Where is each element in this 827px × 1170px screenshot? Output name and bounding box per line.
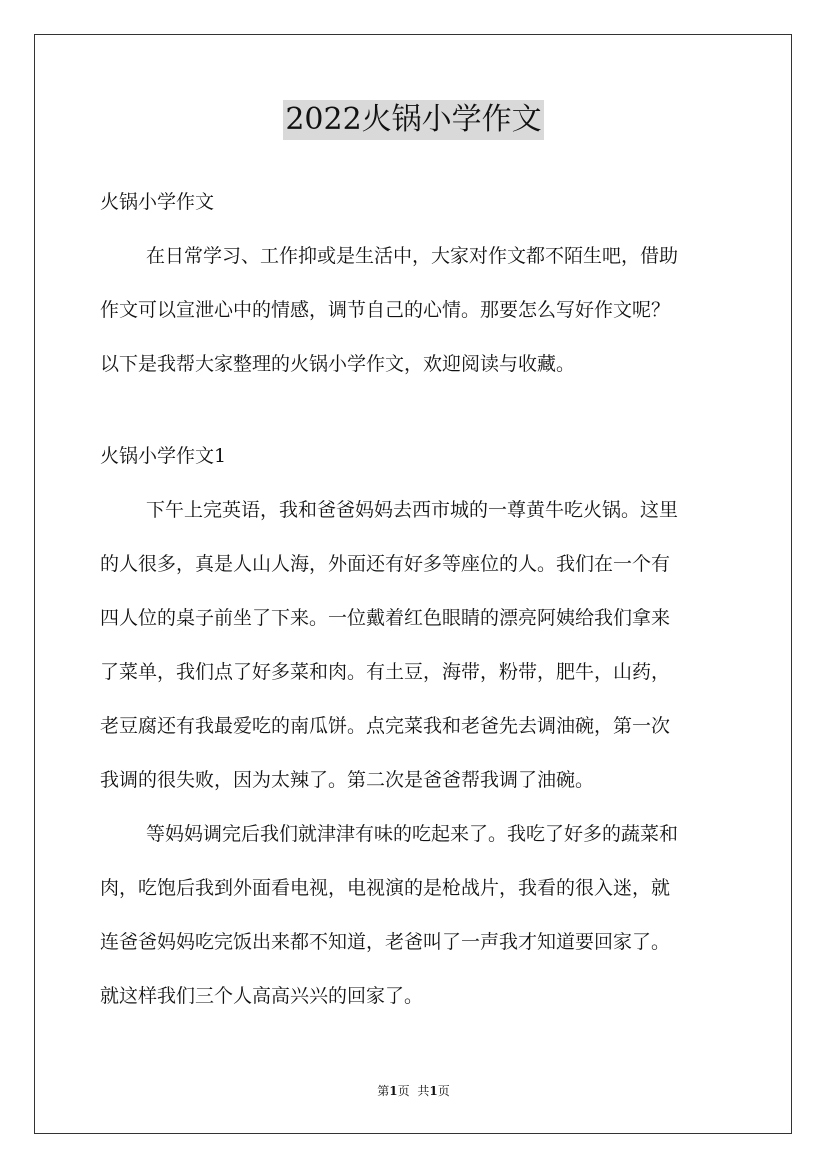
para1-line-2: 的人很多，真是人山人海，外面还有好多等座位的人。我们在一个有 [100,553,671,575]
section-heading-intro: 火锅小学作文 [100,191,215,213]
title-container [0,100,827,140]
footer-total-suffix: 页 [437,1084,450,1098]
para2-line-2: 肉，吃饱后我到外面看电视，电视演的是枪战片，我看的很入迷，就 [100,877,671,899]
footer-total-prefix: 共 [417,1084,430,1098]
para2-line-1: 等妈妈调完后我们就津津有味的吃起来了。我吃了好多的蔬菜和 [146,823,679,845]
footer-page-suffix: 页 [397,1084,410,1098]
intro-line-3: 以下是我帮大家整理的火锅小学作文，欢迎阅读与收藏。 [100,353,576,375]
para2-line-4: 就这样我们三个人高高兴兴的回家了。 [100,985,424,1007]
section-heading-1: 火锅小学作文1 [100,445,227,467]
section-gap [100,391,727,429]
footer-total-number: 1 [429,1084,438,1098]
document-body [100,175,727,1023]
para1-line-4: 了菜单，我们点了好多菜和肉。有土豆，海带，粉带，肥牛，山药， [100,661,671,683]
intro-line-2: 作文可以宣泄心中的情感，调节自己的心情。那要怎么写好作文呢？ [100,299,671,321]
document-title: 2022火锅小学作文 [283,100,543,140]
para1-line-1: 下午上完英语，我和爸爸妈妈去西市城的一尊黄牛吃火锅。这里 [146,499,679,521]
footer-page-prefix: 第 [377,1084,390,1098]
para1-line-5: 老豆腐还有我最爱吃的南瓜饼。点完菜我和老爸先去调油碗，第一次 [100,715,671,737]
para1-line-6: 我调的很失败，因为太辣了。第二次是爸爸帮我调了油碗。 [100,769,595,791]
para1-line-3: 四人位的桌子前坐了下来。一位戴着红色眼睛的漂亮阿姨给我们拿来 [100,607,671,629]
intro-line-1: 在日常学习、工作抑或是生活中，大家对作文都不陌生吧，借助 [146,245,679,267]
page-footer [0,1083,827,1099]
footer-page-number: 1 [389,1084,398,1098]
para2-line-3: 连爸爸妈妈吃完饭出来都不知道，老爸叫了一声我才知道要回家了。 [100,931,671,953]
